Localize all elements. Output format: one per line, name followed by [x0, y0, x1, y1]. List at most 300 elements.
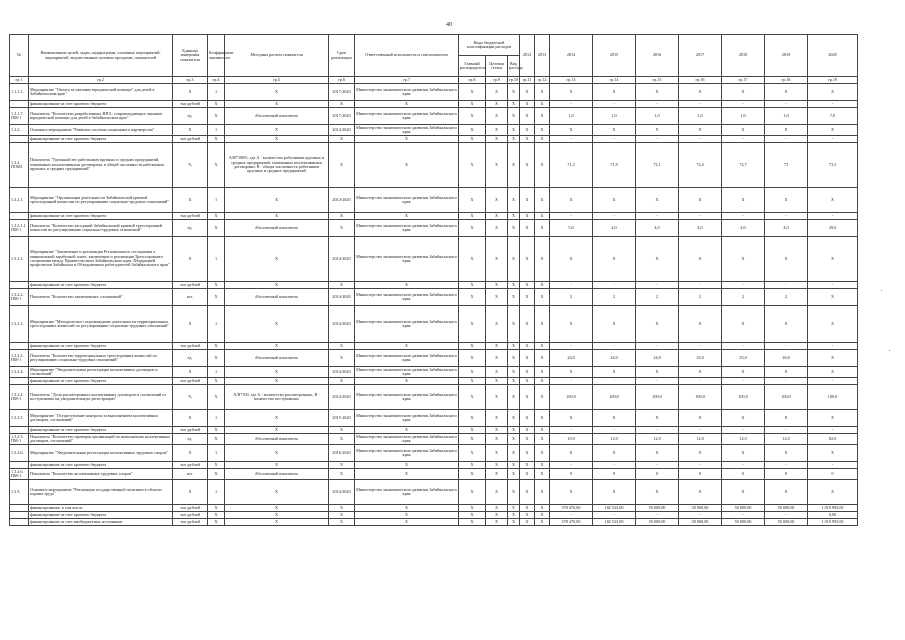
table-cell: Х — [508, 343, 520, 350]
table-cell: 50 000,00 — [722, 519, 765, 526]
table-cell: 1 — [208, 306, 225, 343]
table-cell: - — [679, 136, 722, 143]
table-cell: Х — [550, 480, 593, 505]
table-cell: Абсолютный показатель — [225, 220, 329, 237]
table-cell: тыс.рублей — [173, 343, 208, 350]
table-cell: Х — [486, 385, 508, 410]
table-cell: Х — [329, 434, 355, 445]
table-cell: 7,0 — [808, 108, 858, 125]
table-cell: Х — [765, 237, 808, 282]
table-cell: Х — [459, 469, 486, 480]
table-cell: Х — [722, 367, 765, 378]
table-cell: Х — [593, 410, 636, 427]
table-cell: Х — [225, 410, 329, 427]
table-cell: - — [593, 378, 636, 385]
table-cell: 1,0 — [593, 108, 636, 125]
table-row — [10, 136, 858, 143]
table-cell: Х — [355, 519, 459, 526]
table-cell: Х — [508, 519, 520, 526]
header-term: Срок реализации — [329, 35, 355, 77]
table-row — [10, 385, 858, 410]
table-cell: Х — [208, 101, 225, 108]
table-cell: Х — [225, 125, 329, 136]
table-cell: Х — [808, 289, 858, 306]
table-cell: Х — [355, 143, 459, 188]
table-cell: тыс.рублей — [173, 136, 208, 143]
header-2015: 2015 — [593, 35, 636, 77]
table-cell: 26,0 — [765, 350, 808, 367]
table-cell: 1.3.2.4. — [10, 367, 29, 378]
table-cell: - — [679, 282, 722, 289]
table-cell: Х — [508, 469, 520, 480]
table-cell: 1,0 — [765, 108, 808, 125]
table-cell: 0 — [679, 469, 722, 480]
table-cell: Х — [208, 350, 225, 367]
table-cell: Х — [329, 505, 355, 512]
table-cell: Х — [722, 410, 765, 427]
table-cell: тыс.рублей — [173, 505, 208, 512]
table-cell: Х — [520, 125, 535, 136]
header-code-main: Главный распорядитель — [459, 56, 486, 77]
table-cell: - — [636, 343, 679, 350]
table-cell: Х — [459, 343, 486, 350]
table-row — [10, 220, 858, 237]
table-cell: Х — [486, 367, 508, 378]
table-cell: - — [679, 378, 722, 385]
table-cell — [10, 427, 29, 434]
table-cell: - — [636, 427, 679, 434]
table-cell: Х — [550, 125, 593, 136]
table-cell: Министерство экономического развития Забайкальского края — [355, 445, 459, 462]
table-cell: 100,0 — [808, 385, 858, 410]
table-cell: Х — [520, 427, 535, 434]
table-cell: Х — [355, 427, 459, 434]
table-cell: Х — [535, 220, 550, 237]
table-cell: Х — [329, 343, 355, 350]
table-cell: Х — [520, 519, 535, 526]
table-cell: Показатель "Количество разработанных НПА, сопровождающих оказание юридической помощи для детей в Забайкальском крае" — [29, 108, 173, 125]
table-cell: тыс.рублей — [173, 378, 208, 385]
table-cell: Х — [636, 445, 679, 462]
table-cell: Х — [520, 237, 535, 282]
table-cell: Х — [550, 445, 593, 462]
table-cell: Х — [520, 505, 535, 512]
table-cell: 1 — [208, 480, 225, 505]
table-cell: Х — [486, 505, 508, 512]
table-cell: Х — [535, 237, 550, 282]
table-cell: Х — [486, 84, 508, 101]
table-cell: Х — [486, 136, 508, 143]
table-cell: 24,0 — [550, 350, 593, 367]
table-cell: - — [808, 101, 858, 108]
header-name: Наименование целей, задач, подпрограмм, основных мероприятий, мероприятий, ведомственных целевых программ, показателей — [29, 35, 173, 77]
table-cell: 1,0 — [636, 108, 679, 125]
table-cell: Х — [520, 143, 535, 188]
table-cell: 1 — [208, 237, 225, 282]
table-cell: Х — [520, 213, 535, 220]
table-cell: Абсолютный показатель — [225, 469, 329, 480]
table-cell: Х — [208, 505, 225, 512]
header-2020: 2020 — [808, 35, 858, 77]
table-cell: Х — [535, 306, 550, 343]
table-cell: 25,0 — [679, 350, 722, 367]
table-cell: % — [173, 385, 208, 410]
table-cell: Х — [593, 84, 636, 101]
table-cell: % — [173, 143, 208, 188]
table-row — [10, 367, 858, 378]
table-cell: Х — [225, 512, 329, 519]
table-cell: Х — [355, 343, 459, 350]
table-cell: Х — [508, 385, 520, 410]
table-cell: Х — [520, 462, 535, 469]
column-number-cell: гр.17 — [722, 77, 765, 84]
table-cell: Х — [173, 188, 208, 213]
table-cell: тыс.рублей — [173, 519, 208, 526]
table-cell: 2014-2020 — [329, 480, 355, 505]
table-cell: Х — [208, 136, 225, 143]
table-cell: - — [636, 136, 679, 143]
table-cell: Х — [486, 282, 508, 289]
table-cell: Министерство экономического развития Забайкальского края — [355, 306, 459, 343]
table-cell: 12,0 — [722, 434, 765, 445]
table-cell: - — [593, 427, 636, 434]
table-cell: - — [765, 213, 808, 220]
table-cell: Х — [520, 367, 535, 378]
table-cell: Х — [636, 367, 679, 378]
table-cell: Х — [508, 462, 520, 469]
table-cell: - — [636, 462, 679, 469]
table-cell: 4,0 — [636, 220, 679, 237]
table-cell: 12,0 — [679, 434, 722, 445]
table-cell: Х — [808, 84, 858, 101]
table-cell: 1.3.2. ПОМ1 — [10, 143, 29, 188]
table-cell: Х — [508, 136, 520, 143]
table-cell: Х — [508, 213, 520, 220]
column-number-cell: гр.7 — [355, 77, 459, 84]
table-cell: Х — [459, 143, 486, 188]
table-cell: Основное мероприятие "Развитие системы социального партнерства" — [29, 125, 173, 136]
table-cell: - — [550, 427, 593, 434]
table-cell: Х — [355, 462, 459, 469]
header-2016: 2016 — [636, 35, 679, 77]
table-cell: тыс.рублей — [173, 101, 208, 108]
table-cell: 71,9 — [593, 143, 636, 188]
table-cell — [10, 213, 29, 220]
table-cell: Х — [355, 505, 459, 512]
table-cell: 578 470,00 — [550, 519, 593, 526]
table-cell: Х — [679, 367, 722, 378]
table-cell: Х — [208, 143, 225, 188]
table-row — [10, 427, 858, 434]
table-cell: Х — [808, 445, 858, 462]
table-cell: Х — [535, 378, 550, 385]
table-cell: финансирование за счет краевого бюджета — [29, 101, 173, 108]
table-cell: Х — [173, 480, 208, 505]
header-2013: 2013 — [535, 35, 550, 77]
table-cell: Х — [486, 306, 508, 343]
table-cell: Показатель "Доля рассмотренных коллективных договоров и соглашений от поступивших на уведомительную регистрацию" — [29, 385, 173, 410]
table-cell: Х — [486, 101, 508, 108]
table-row — [10, 378, 858, 385]
table-cell: 4,0 — [593, 220, 636, 237]
table-cell: Х — [520, 512, 535, 519]
table-cell: 1.3.2.2. — [10, 237, 29, 282]
table-cell: - — [679, 427, 722, 434]
table-cell: Х — [593, 237, 636, 282]
table-cell: - — [765, 427, 808, 434]
table-cell: Министерство экономического развития Забайкальского края — [355, 108, 459, 125]
table-cell: - — [593, 101, 636, 108]
table-cell: Х — [535, 136, 550, 143]
table-cell: Х — [225, 136, 329, 143]
table-cell: Х — [486, 378, 508, 385]
header-row-1 — [10, 35, 858, 56]
table-cell: 182 523,00 — [593, 519, 636, 526]
table-cell: финансирование, в том числе — [29, 505, 173, 512]
table-cell: Х — [520, 101, 535, 108]
table-cell: - — [550, 512, 593, 519]
table-cell: Х — [329, 427, 355, 434]
header-unit: Единица измерения показателя — [173, 35, 208, 77]
table-cell: Х — [173, 125, 208, 136]
table-cell: финансирование за счет краевого бюджета — [29, 343, 173, 350]
column-number-cell: гр.8 — [459, 77, 486, 84]
table-cell: Х — [808, 188, 858, 213]
table-cell: 72,1 — [636, 143, 679, 188]
table-cell: Х — [459, 306, 486, 343]
table-cell: Х — [225, 84, 329, 101]
table-cell: Х — [486, 434, 508, 445]
table-cell: Х — [486, 350, 508, 367]
table-cell: Х — [520, 188, 535, 213]
table-cell: 0 — [636, 469, 679, 480]
table-cell: Х — [486, 512, 508, 519]
table-cell: Х — [679, 410, 722, 427]
header-method: Методика расчета показателя — [225, 35, 329, 77]
table-cell: тыс.рублей — [173, 282, 208, 289]
table-cell: Х — [208, 512, 225, 519]
table-cell: - — [593, 136, 636, 143]
table-cell: 50 000,00 — [679, 505, 722, 512]
table-cell: Х — [486, 289, 508, 306]
table-cell: 100,0 — [722, 385, 765, 410]
table-cell: Х — [225, 101, 329, 108]
header-2017: 2017 — [679, 35, 722, 77]
table-cell: Х — [765, 188, 808, 213]
table-cell: Х — [459, 519, 486, 526]
table-cell: Министерство экономического развития Забайкальского края — [356, 366, 457, 376]
table-cell: 0 — [765, 469, 808, 480]
table-cell: Х — [486, 427, 508, 434]
header-code-type: Вид расхода — [508, 56, 520, 77]
table-cell: ед. — [173, 434, 208, 445]
table-cell: Х — [459, 378, 486, 385]
table-cell: Х — [520, 220, 535, 237]
table-cell: Х — [722, 480, 765, 505]
table-cell: - — [808, 462, 858, 469]
header-2018: 2018 — [722, 35, 765, 77]
table-cell: Х — [459, 125, 486, 136]
table-cell: Х — [329, 220, 355, 237]
table-cell: Х — [722, 306, 765, 343]
table-cell: 1 — [208, 84, 225, 101]
table-cell: Мероприятие "Заключение и реализация Регионального соглашения о минимальной заработной плате, заключение и реализация Трехстороннего соглашения между Правительством Забайкальского края, Федерацией профсоюзов Забайкалья и Объединением работодателей Забайкальского края" — [29, 237, 173, 282]
column-number-cell: гр.18 — [765, 77, 808, 84]
table-cell: Х — [225, 462, 329, 469]
table-cell: Х — [508, 143, 520, 188]
table-cell: ед. — [173, 350, 208, 367]
table-row — [10, 469, 858, 480]
table-cell: - — [765, 378, 808, 385]
table-cell: Министерство экономического развития Забайкальского края — [356, 124, 457, 134]
table-cell: Х — [208, 108, 225, 125]
table-cell: Х — [765, 480, 808, 505]
table-cell: - — [593, 343, 636, 350]
table-cell: - — [679, 512, 722, 519]
table-cell: Х — [329, 143, 355, 188]
table-cell: Х — [486, 462, 508, 469]
scan-speck — [881, 290, 882, 291]
table-row — [10, 410, 858, 427]
table-cell: Х — [765, 306, 808, 343]
table-cell: Х — [508, 434, 520, 445]
table-cell: Х — [208, 378, 225, 385]
table-cell: - — [636, 213, 679, 220]
table-cell: Х — [329, 519, 355, 526]
table-cell: Х — [535, 469, 550, 480]
table-cell: - — [593, 213, 636, 220]
table-cell: 50 000,00 — [765, 519, 808, 526]
table-cell: ед. — [173, 220, 208, 237]
column-number-cell: гр.4 — [208, 77, 225, 84]
table-cell: финансирование за счет краевого бюджета — [29, 427, 173, 434]
table-row — [10, 512, 858, 519]
table-cell: Х — [486, 480, 508, 505]
table-row — [10, 350, 858, 367]
table-cell: 1.3.2.6. ПМ-1 — [10, 469, 29, 480]
table-cell: Мероприятие "Организация деятельности Забайкальской краевой трехсторонней комиссии по регулированию социально-трудовых отношений" — [29, 188, 173, 213]
table-cell: - — [722, 101, 765, 108]
table-cell: - — [808, 343, 858, 350]
table-cell: Х — [173, 84, 208, 101]
table-cell: - — [593, 462, 636, 469]
table-cell: Х — [508, 350, 520, 367]
table-cell: 1.3.2. — [10, 125, 29, 136]
table-cell: - — [808, 427, 858, 434]
table-cell: Х — [679, 84, 722, 101]
table-cell: 1.3.3. — [10, 480, 29, 505]
table-cell: Х — [535, 143, 550, 188]
table-cell: Х — [459, 427, 486, 434]
table-cell: Х — [208, 469, 225, 480]
table-cell: финансирование за счет краевого бюджета — [29, 213, 173, 220]
table-cell: Х — [225, 445, 329, 462]
table-cell: Х — [225, 188, 329, 213]
table-cell: Мероприятие "Уведомительная регистрация коллективных трудовых споров" — [29, 445, 173, 462]
column-number-cell: гр.2 — [29, 77, 173, 84]
column-number-cell: гр.13 — [550, 77, 593, 84]
table-cell: - — [679, 213, 722, 220]
table-cell: Х — [722, 125, 765, 136]
table-cell: - — [722, 512, 765, 519]
table-cell: 1.3.1.7. ПМ-1 — [10, 108, 29, 125]
table-cell: Х — [355, 136, 459, 143]
table-cell: Х — [765, 410, 808, 427]
table-cell: - — [722, 427, 765, 434]
table-cell: Мероприятие "Методическое сопровождение деятельности территориальных трехсторонних комиссий по регулированию социально-трудовых отношений" — [29, 306, 173, 343]
table-cell: Х — [593, 480, 636, 505]
column-number-cell: гр.1 — [10, 77, 29, 84]
table-cell: Х — [520, 306, 535, 343]
table-cell: Х — [520, 445, 535, 462]
table-cell: 2017-2020 — [329, 84, 355, 101]
table-cell: 1.1.1.3. — [10, 84, 29, 101]
table-cell: Х — [535, 367, 550, 378]
table-cell: Х — [486, 343, 508, 350]
table-cell: 2014-2020 — [329, 367, 355, 378]
table-cell: 12,0 — [636, 434, 679, 445]
table-cell: Х — [636, 237, 679, 282]
table-row — [10, 306, 858, 343]
table-cell: Х — [459, 136, 486, 143]
table-cell: - — [550, 343, 593, 350]
table-cell: Х — [550, 237, 593, 282]
table-cell: Х — [520, 469, 535, 480]
table-cell: Х — [679, 480, 722, 505]
column-number-row — [10, 77, 858, 84]
table-cell: финансирование за счет краевого бюджета — [29, 378, 173, 385]
table-cell: Х — [520, 84, 535, 101]
table-cell: 1,0 — [550, 108, 593, 125]
table-cell: Х — [535, 434, 550, 445]
header-coef: Коэффициент значимости — [208, 35, 225, 77]
table-cell: Х — [508, 220, 520, 237]
table-cell: Х — [208, 289, 225, 306]
table-cell: 1 010 993,00 — [808, 519, 858, 526]
table-cell: Х — [550, 306, 593, 343]
table-cell: Х — [508, 84, 520, 101]
table-cell: Х — [486, 125, 508, 136]
table-cell: Мероприятие "Осуществление контроля за выполнением коллективных договоров, соглашений" — [29, 410, 173, 427]
table-cell: 100,0 — [550, 385, 593, 410]
column-number-cell: гр.6 — [329, 77, 355, 84]
table-cell: Министерство экономического развития Забайкальского края — [355, 220, 459, 237]
table-cell: Х — [459, 188, 486, 213]
table-cell: - — [636, 512, 679, 519]
table-cell: Показатель "Количество заключенных соглашений" — [29, 289, 173, 306]
table-cell: - — [808, 282, 858, 289]
table-cell: - — [765, 462, 808, 469]
table-cell: Х — [329, 462, 355, 469]
table-cell — [10, 101, 29, 108]
table-cell: Х — [508, 101, 520, 108]
table-cell: 4,0 — [722, 220, 765, 237]
table-row — [10, 213, 858, 220]
table-row — [10, 101, 858, 108]
table-cell: Министерство экономического развития Забайкальского края — [355, 188, 459, 213]
table-cell: 1 — [208, 367, 225, 378]
table-cell: Министерство экономического развития Забайкальского края — [355, 289, 459, 306]
table-cell: 182 523,00 — [593, 505, 636, 512]
table-cell: А/В*100%, где А - количество работников крупных и средних предприятий, охваченных коллективными договорами, В - общая численность работников крупных и средних предприятий — [225, 143, 329, 188]
table-cell: Х — [225, 378, 329, 385]
table-cell: Х — [636, 125, 679, 136]
table-cell: 2 — [550, 289, 593, 306]
table-cell: Показатель "Количество коллективных трудовых споров" — [29, 469, 173, 480]
header-code-sec: Целевая статья — [486, 56, 508, 77]
table-cell: 4,0 — [679, 220, 722, 237]
column-number-cell: гр.10 — [509, 76, 519, 82]
